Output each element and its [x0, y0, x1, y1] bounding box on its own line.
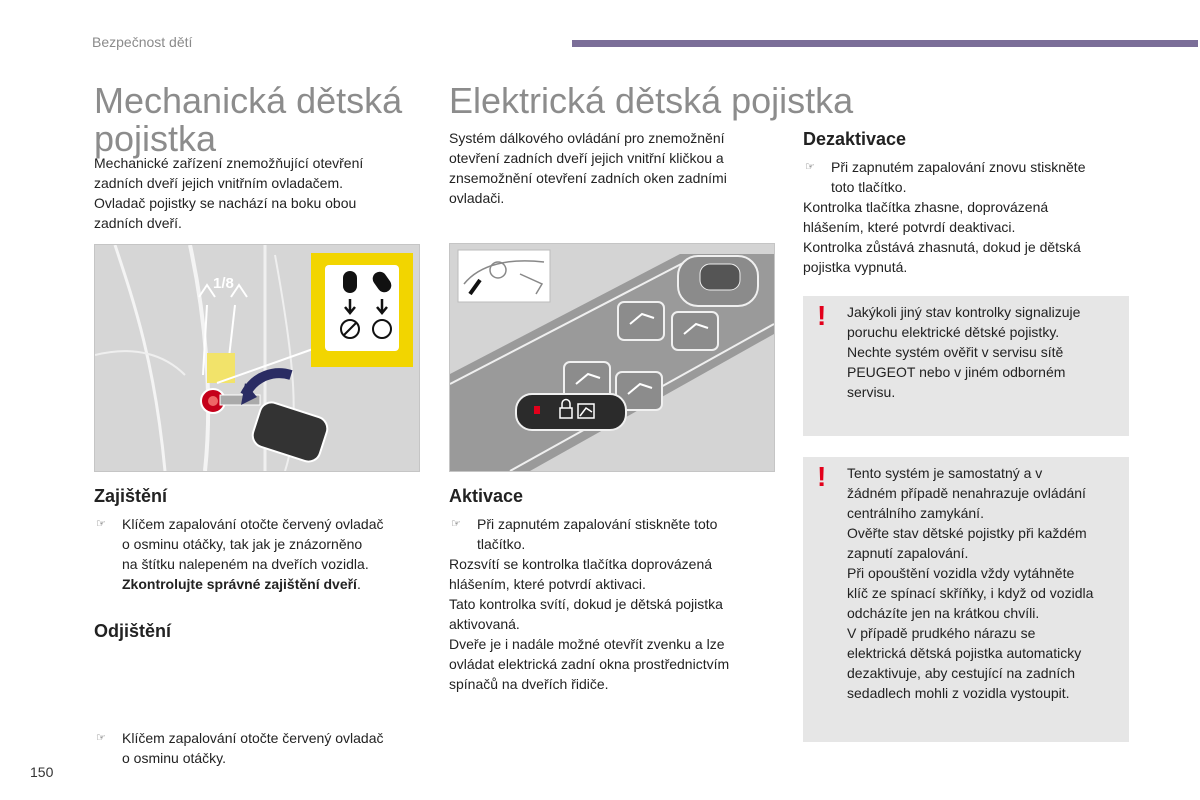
electric-lock-illustration [449, 243, 775, 472]
text-line: Jakýkoli jiný stav kontrolky signalizuje [847, 304, 1081, 320]
warning-note-1 [803, 296, 1129, 436]
activation-heading: Aktivace [449, 486, 524, 506]
locking-bullet [94, 514, 452, 594]
mechanical-title-line2: pojistka [94, 118, 217, 159]
text-line: otevření zadních dveří jejich vnitřní kličkou a [449, 150, 724, 166]
text-line: o osminu otáčky. [122, 750, 227, 766]
text-line: Tento systém je samostatný a v [847, 465, 1043, 481]
text-line: Tato kontrolka svítí, dokud je dětská pojistka [449, 596, 723, 612]
text-line: Systém dálkového ovládání pro znemožnění [449, 130, 725, 146]
text-line: znsemožnění otevření zadních oken zadními [449, 170, 727, 186]
warning-exclamation-icon: ! [817, 300, 827, 331]
activation-bullet [449, 514, 779, 554]
text-line: zadních dveří jejich vnitřním ovladačem. [94, 175, 343, 191]
text-line: dezaktivuje, aby cestující na zadních [847, 665, 1076, 681]
section-label: Bezpečnost dětí [92, 34, 193, 50]
text-line: Kontrolka tlačítka zhasne, doprovázená [803, 199, 1049, 215]
unlocking-heading: Odjištění [94, 621, 172, 641]
text-line: Při zapnutém zapalování znovu stiskněte [831, 159, 1086, 175]
text-line: spínačů na dveřích řidiče. [449, 676, 609, 692]
unlocking-bullet [94, 728, 452, 768]
text-line: Nechte systém ověřit v servisu sítě [847, 344, 1064, 360]
text-line: zapnutí zapalování. [847, 545, 969, 561]
text-line: elektrická dětská pojistka automaticky [847, 645, 1082, 661]
text-line: ovládat elektrická zadní okna prostřednictvím [449, 656, 730, 672]
punctuation: . [356, 576, 361, 592]
text-line: Ovladač pojistky se nachází na boku obou [94, 195, 357, 211]
text-line: aktivovaná. [449, 616, 520, 632]
warning-note-2 [803, 457, 1129, 742]
text-line: hlášením, které potvrdí deaktivaci. [803, 219, 1016, 235]
activation-block [449, 514, 779, 694]
text-line: poruchu elektrické dětské pojistky. [847, 324, 1060, 340]
text-line: o osminu otáčky, tak jak je znázorněno [122, 536, 363, 552]
electric-title: Elektrická dětská pojistka [449, 80, 854, 121]
text-line: Klíčem zapalování otočte červený ovladač [122, 730, 384, 746]
text-line: Mechanické zařízení znemožňující otevření [94, 155, 364, 171]
text-line: Kontrolka zůstává zhasnutá, dokud je dětská [803, 239, 1081, 255]
text-line: centrálního zamykání. [847, 505, 984, 521]
bullet-hand-icon: ☞ [451, 518, 461, 530]
warning-exclamation-icon: ! [817, 461, 827, 492]
mechanical-title [94, 82, 402, 158]
text-line: klíč ze spínací skříňky, i když od vozidla [847, 585, 1094, 601]
text-line: toto tlačítko. [831, 179, 907, 195]
header-rule [572, 40, 1198, 47]
text-line: zadních dveří. [94, 215, 182, 231]
bold-warning: Zkontrolujte správné zajištění dveří [122, 576, 357, 592]
door-key-drawing [95, 245, 419, 471]
mechanical-intro [94, 153, 414, 233]
text-line: pojistka vypnutá. [803, 259, 908, 275]
text-line: hlášením, které potvrdí aktivaci. [449, 576, 646, 592]
text-line: servisu. [847, 384, 896, 400]
page-number: 150 [30, 764, 54, 780]
text-line: PEUGEOT nebo v jiném odborném [847, 364, 1066, 380]
text-line: Při zapnutém zapalování stiskněte toto [477, 516, 718, 532]
text-line: Dveře je i nadále možné otevřít zvenku a lze [449, 636, 725, 652]
deactivation-heading: Dezaktivace [803, 129, 907, 149]
deactivation-bullet [803, 157, 1123, 197]
text-line: sedadlech mohli z vozidla vystoupit. [847, 685, 1070, 701]
locking-heading: Zajištění [94, 486, 168, 506]
bullet-hand-icon: ☞ [96, 732, 106, 744]
text-line: Klíčem zapalování otočte červený ovladač [122, 516, 384, 532]
window-switch-panel-drawing [450, 244, 774, 471]
text-line: V případě prudkého nárazu se [847, 625, 1036, 641]
text-line: tlačítko. [477, 536, 526, 552]
text-line: ovladači. [449, 190, 505, 206]
mechanical-title-line1: Mechanická dětská [94, 80, 403, 121]
bullet-hand-icon: ☞ [805, 161, 815, 173]
text-line: Při opouštění vozidla vždy vytáhněte [847, 565, 1075, 581]
text-line: na štítku nalepeném na dveřích vozidla. [122, 556, 369, 572]
text-line: žádném případě nenahrazuje ovládání [847, 485, 1086, 501]
text-line [122, 574, 452, 594]
bullet-hand-icon: ☞ [96, 518, 106, 530]
text-line: Ověřte stav dětské pojistky při každém [847, 525, 1087, 541]
fraction-label: 1/8 [213, 275, 234, 292]
electric-intro [449, 128, 779, 208]
text-line: Rozsvítí se kontrolka tlačítka doprovázená [449, 556, 713, 572]
text-line: odcházíte jen na krátkou chvíli. [847, 605, 1040, 621]
mechanical-lock-illustration [94, 244, 420, 472]
deactivation-block [803, 157, 1123, 277]
